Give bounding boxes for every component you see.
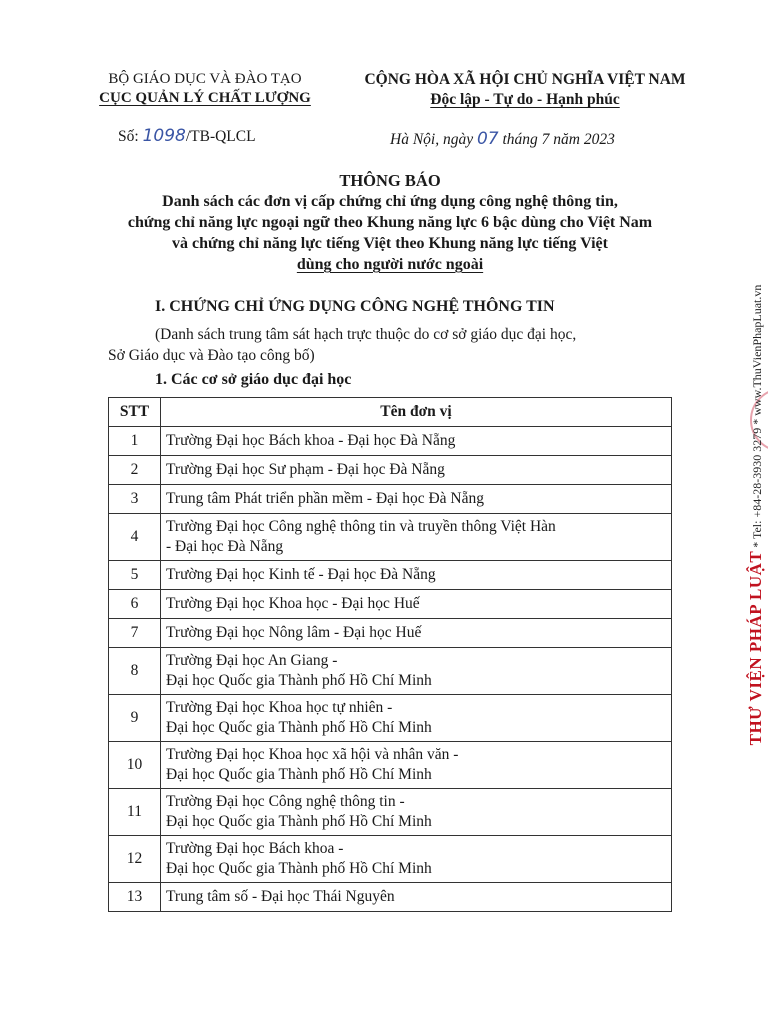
row-stt: 4 [109, 514, 161, 561]
row-stt: 10 [109, 742, 161, 789]
row-unit-name [161, 742, 672, 789]
unit-name-line: - Đại học Đà Nẵng [166, 538, 284, 555]
table-header-row [109, 398, 672, 427]
row-stt: 11 [109, 789, 161, 836]
row-unit-name [161, 883, 672, 912]
table-row [109, 789, 672, 836]
row-unit-name [161, 427, 672, 456]
table-row [109, 742, 672, 789]
row-unit-name [161, 485, 672, 514]
ministry-name: BỘ GIÁO DỤC VÀ ĐÀO TẠO [108, 71, 302, 87]
table-row [109, 695, 672, 742]
notice-subject-line: Danh sách các đơn vị cấp chứng chỉ ứng dụng công nghệ thông tin, [162, 193, 618, 210]
unit-name-line: Trung tâm Phát triển phần mềm - Đại học Đà Nẵng [166, 490, 484, 507]
issuing-agency [70, 70, 340, 108]
handwritten-number: 1098 [142, 126, 186, 146]
row-stt: 6 [109, 590, 161, 619]
watermark-contact: * Tel: +84-28-3930 3279 * www.ThuVienPhapLuat.vn [750, 284, 764, 551]
table-row [109, 883, 672, 912]
republic-name: CỘNG HÒA XÃ HỘI CHỦ NGHĨA VIỆT NAM [364, 71, 686, 88]
section-heading: I. CHỨNG CHỈ ỨNG DỤNG CÔNG NGHỆ THÔNG TIN [155, 298, 555, 315]
unit-name-line: Trường Đại học Bách khoa - [166, 840, 344, 857]
table-row [109, 648, 672, 695]
notice-heading: THÔNG BÁO [339, 171, 441, 190]
row-stt: 8 [109, 648, 161, 695]
unit-name-line: Đại học Quốc gia Thành phố Hồ Chí Minh [166, 813, 432, 830]
table-row [109, 485, 672, 514]
handwritten-day: 07 [476, 129, 499, 149]
row-unit-name [161, 648, 672, 695]
column-header-stt: STT [109, 398, 161, 427]
unit-name-line: Trung tâm số - Đại học Thái Nguyên [166, 888, 395, 905]
row-unit-name [161, 619, 672, 648]
unit-name-line: Trường Đại học Khoa học xã hội và nhân văn - [166, 746, 459, 763]
row-stt: 9 [109, 695, 161, 742]
table-row [109, 619, 672, 648]
table-row [109, 514, 672, 561]
row-stt: 13 [109, 883, 161, 912]
unit-name-line: Trường Đại học Bách khoa - Đại học Đà Nẵng [166, 432, 456, 449]
subsection-heading: 1. Các cơ sở giáo dục đại học [155, 371, 352, 388]
unit-name-line: Trường Đại học Nông lâm - Đại học Huế [166, 624, 422, 641]
unit-name-line: Đại học Quốc gia Thành phố Hồ Chí Minh [166, 719, 432, 736]
notice-subject-line: dùng cho người nước ngoài [296, 256, 484, 273]
unit-name-line: Trường Đại học Công nghệ thông tin và truyền thông Việt Hàn [166, 518, 556, 535]
row-stt: 3 [109, 485, 161, 514]
unit-name-line: Trường Đại học An Giang - [166, 652, 338, 669]
national-header [340, 70, 710, 110]
table-row [109, 561, 672, 590]
row-unit-name [161, 789, 672, 836]
unit-name-line: Trường Đại học Khoa học - Đại học Huế [166, 595, 420, 612]
unit-name-line: Trường Đại học Công nghệ thông tin - [166, 793, 405, 810]
watermark-brand: THƯ VIỆN PHÁP LUẬT [746, 550, 765, 746]
row-unit-name [161, 561, 672, 590]
section-note: (Danh sách trung tâm sát hạch trực thuộc do cơ sở giáo dục đại học, Sở Giáo dục và Đào tạo công bố) [108, 326, 577, 364]
national-motto: Độc lập - Tự do - Hạnh phúc [430, 91, 620, 108]
table-row [109, 590, 672, 619]
table-row [109, 836, 672, 883]
unit-name-line: Trường Đại học Kinh tế - Đại học Đà Nẵng [166, 566, 436, 583]
row-stt: 1 [109, 427, 161, 456]
row-stt: 7 [109, 619, 161, 648]
unit-name-line: Đại học Quốc gia Thành phố Hồ Chí Minh [166, 860, 432, 877]
department-name: CỤC QUẢN LÝ CHẤT LƯỢNG [99, 90, 311, 106]
table-row [109, 456, 672, 485]
unit-name-line: Trường Đại học Khoa học tự nhiên - [166, 699, 393, 716]
table-row [109, 427, 672, 456]
unit-table [108, 397, 672, 912]
row-unit-name [161, 514, 672, 561]
notice-title [100, 170, 680, 275]
notice-subject-line: chứng chỉ năng lực ngoại ngữ theo Khung năng lực 6 bậc dùng cho Việt Nam [127, 214, 653, 231]
row-stt: 2 [109, 456, 161, 485]
unit-name-line: Đại học Quốc gia Thành phố Hồ Chí Minh [166, 766, 432, 783]
column-header-name: Tên đơn vị [161, 398, 672, 427]
row-stt: 5 [109, 561, 161, 590]
unit-name-line: Trường Đại học Sư phạm - Đại học Đà Nẵng [166, 461, 445, 478]
row-unit-name [161, 836, 672, 883]
reference-number: Số: 1098/TB-QLCL [118, 126, 256, 146]
row-unit-name [161, 456, 672, 485]
notice-subject-line: và chứng chỉ năng lực tiếng Việt theo Khung năng lực tiếng Việt [172, 235, 608, 252]
unit-name-line: Đại học Quốc gia Thành phố Hồ Chí Minh [166, 672, 432, 689]
row-unit-name [161, 590, 672, 619]
row-stt: 12 [109, 836, 161, 883]
issue-date: Hà Nội, ngày 07 tháng 7 năm 2023 [390, 129, 615, 149]
row-unit-name [161, 695, 672, 742]
